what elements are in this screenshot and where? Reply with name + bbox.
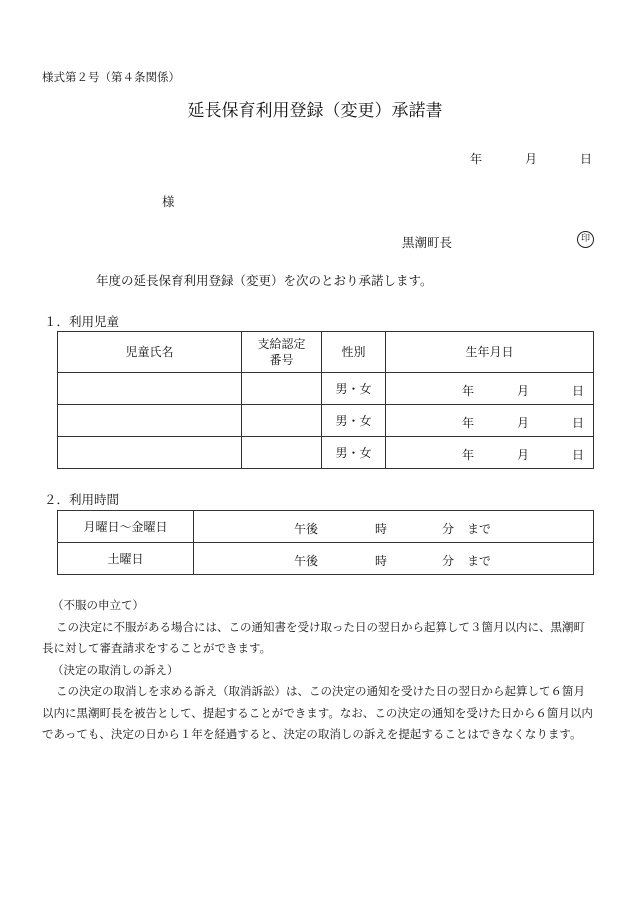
birth-month-label: 月 (517, 448, 530, 462)
children-table (57, 331, 594, 469)
birth-month-label: 月 (517, 384, 530, 398)
until-label: まで (467, 554, 492, 568)
date-year-label: 年 (470, 152, 483, 166)
birth-year-label: 年 (462, 416, 475, 430)
minute-label: 分 (442, 522, 455, 536)
child-name-cell[interactable] (58, 405, 242, 437)
birth-day-label: 日 (572, 384, 585, 398)
saturday-label: 土曜日 (58, 543, 194, 575)
date-month-label: 月 (525, 152, 538, 166)
birthdate-cell[interactable] (386, 405, 594, 437)
objection-text: この決定に不服がある場合には、この通知書を受け取った日の翌日から起算して３箇月以内に、黒潮町長に対して審査請求をすることができます。 (42, 619, 585, 655)
hours-table (57, 510, 594, 575)
addressee-suffix: 様 (162, 194, 175, 209)
issuer-name: 黒潮町長 (402, 235, 453, 250)
birth-year-label: 年 (462, 448, 475, 462)
table-row (58, 373, 594, 405)
birth-month-label: 月 (517, 416, 530, 430)
birth-year-label: 年 (462, 384, 475, 398)
header-cert-line2: 番号 (269, 353, 294, 367)
cert-number-cell[interactable] (242, 373, 322, 405)
sex-cell[interactable]: 男・女 (322, 373, 386, 405)
child-name-cell[interactable] (58, 373, 242, 405)
minute-label: 分 (442, 554, 455, 568)
child-name-cell[interactable] (58, 437, 242, 469)
objection-heading: （不服の申立て） (52, 598, 144, 612)
table-row (58, 511, 594, 543)
weekday-time-cell[interactable] (194, 511, 594, 543)
lawsuit-heading: （決定の取消しの訴え） (52, 662, 179, 677)
pm-label: 午後 (294, 522, 319, 536)
intro-text: 年度の延長保育利用登録（変更）を次のとおり承諾します。 (96, 273, 433, 288)
cert-number-cell[interactable] (242, 405, 322, 437)
header-cert-line1: 支給認定 (257, 337, 306, 351)
saturday-time-cell[interactable] (194, 543, 594, 575)
birth-day-label: 日 (572, 448, 585, 462)
header-child-name: 児童氏名 (58, 332, 242, 373)
hour-label: 時 (375, 554, 388, 568)
hour-label: 時 (375, 522, 388, 536)
table-row (58, 437, 594, 469)
weekday-label: 月曜日～金曜日 (58, 511, 194, 543)
birthdate-cell[interactable] (386, 437, 594, 469)
table-row (58, 543, 594, 575)
sex-cell[interactable]: 男・女 (322, 405, 386, 437)
header-birthdate: 生年月日 (386, 332, 594, 373)
date-day-label: 日 (580, 152, 593, 166)
document-title: 延長保育利用登録（変更）承諾書 (187, 101, 443, 121)
header-sex: 性別 (322, 332, 386, 373)
cert-number-cell[interactable] (242, 437, 322, 469)
section-heading-hours: ２．利用時間 (44, 492, 120, 507)
sex-cell[interactable]: 男・女 (322, 437, 386, 469)
until-label: まで (467, 522, 492, 536)
lawsuit-text: この決定の取消しを求める訴え（取消訴訟）は、この決定の通知を受けた日の翌日から起算して６箇月以内に黒潮町長を被告として、提起することができます。なお、この決定の通知を受けた日から６箇月以内であっても、決定の日から１年を経過すると、決定の取消しの訴えを提起することはできなくなります。 (42, 684, 593, 741)
header-cert-number (242, 332, 322, 373)
birth-day-label: 日 (572, 416, 585, 430)
table-row (58, 405, 594, 437)
section-heading-children: １．利用児童 (44, 314, 120, 329)
form-number: 様式第２号（第４条関係） (42, 70, 180, 84)
birthdate-cell[interactable] (386, 373, 594, 405)
legal-notices (42, 595, 594, 746)
seal-mark: 印 (577, 231, 594, 248)
table-header-row (58, 332, 594, 373)
pm-label: 午後 (294, 554, 319, 568)
